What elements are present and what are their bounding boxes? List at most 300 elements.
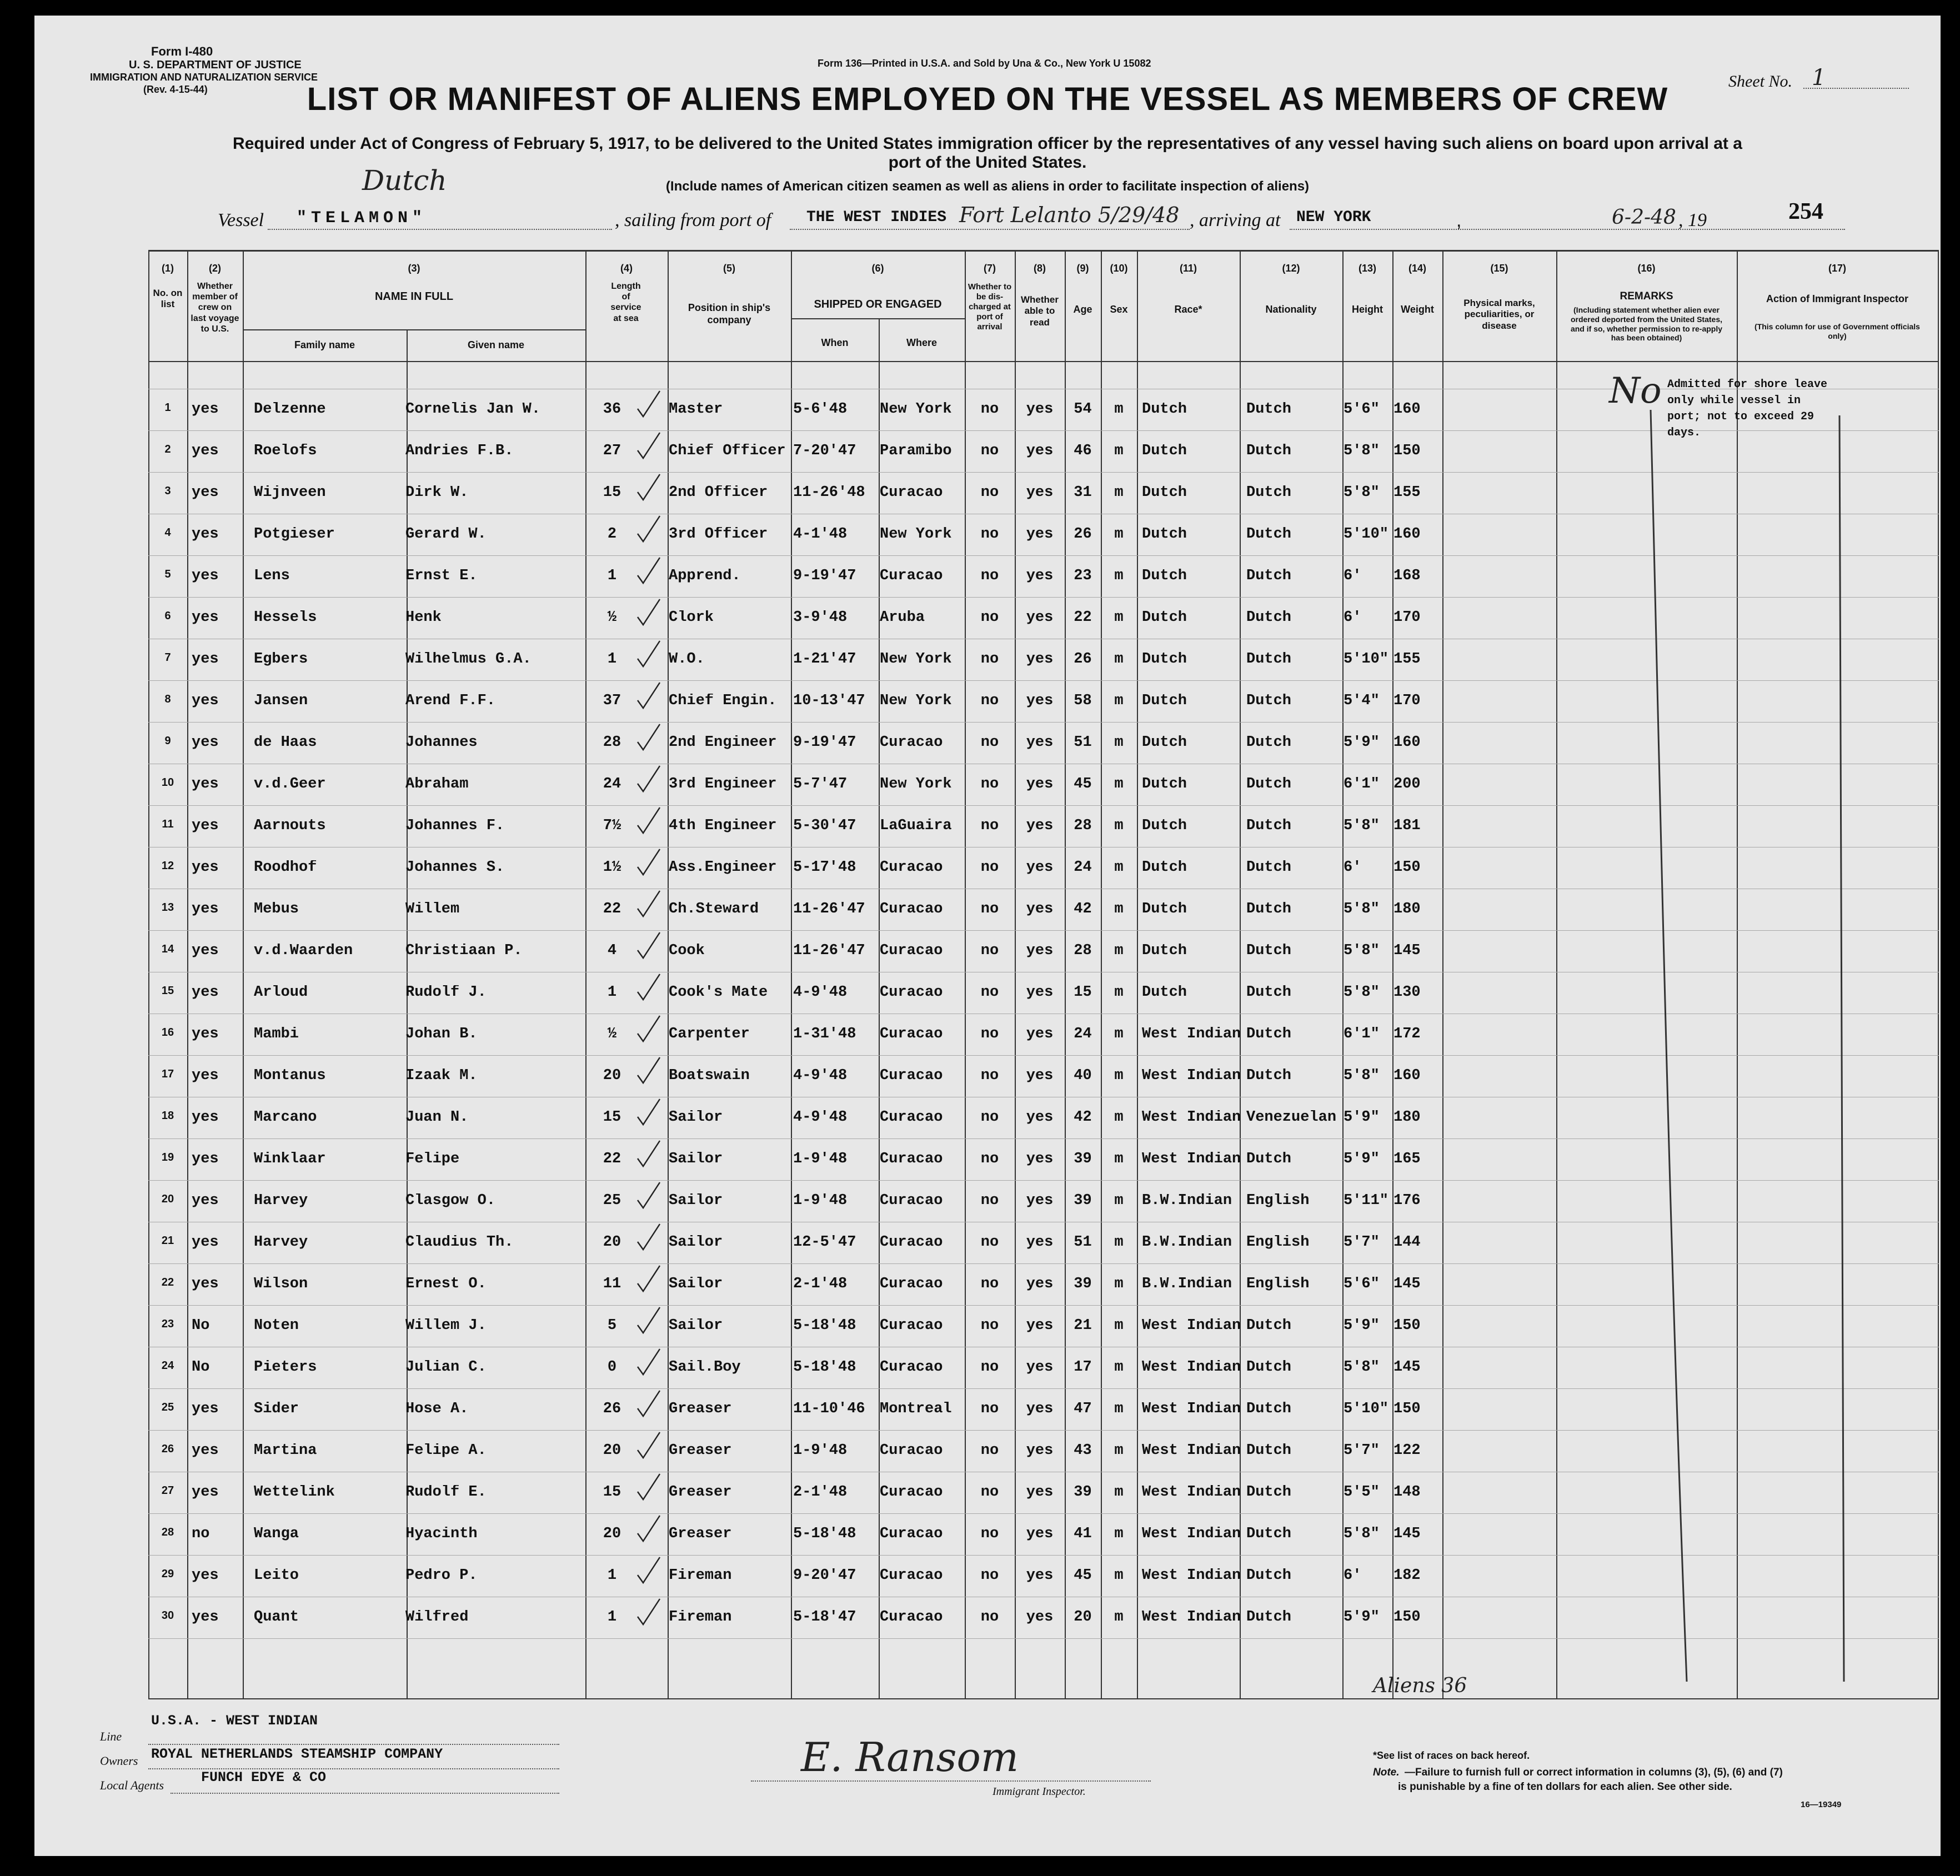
cell-family: de Haas [254,735,317,750]
cell-discharged: no [980,1527,999,1542]
cell-weight: 180 [1393,1110,1421,1125]
cell-sex: m [1114,1152,1124,1167]
cell-given: Felipe [405,1152,460,1167]
cell-service: 20 [603,1527,621,1542]
cell-nationality: English [1246,1277,1310,1292]
cell-discharged: no [980,1235,999,1250]
header-bottom-border [148,361,1939,362]
cell-no: 10 [161,777,174,788]
cell-when: 5-18'48 [793,1360,856,1375]
cell-height: 6' [1344,610,1362,625]
cell-where: Curacao [880,485,943,500]
cell-race: West Indian [1142,1610,1241,1625]
cell-family: Jansen [254,694,308,709]
cell-service: 36 [603,402,621,417]
cell-weight: 165 [1393,1152,1421,1167]
cell-age: 42 [1074,1110,1092,1125]
cell-read: yes [1026,652,1054,667]
cell-no: 1 [164,402,171,413]
cell-where: Curacao [880,944,943,959]
cell-race: West Indian [1142,1069,1241,1084]
cell-position: Greaser [669,1443,732,1458]
cell-nationality: Dutch [1246,985,1292,1000]
line-label: Line [100,1729,122,1743]
cell-weight: 160 [1393,1069,1421,1084]
cell-sex: m [1114,485,1124,500]
cell-given: Wilfred [405,1610,469,1625]
cell-weight: 145 [1393,1360,1421,1375]
cell-height: 6'1" [1344,777,1380,792]
header-race: Race* [1174,304,1202,315]
cell-race: Dutch [1142,860,1187,875]
cell-height: 5'8" [1344,819,1380,834]
cell-weight: 122 [1393,1443,1421,1458]
cell-sex: m [1114,1235,1124,1250]
year-prefix: , 19 [1678,210,1707,230]
cell-discharged: no [980,860,999,875]
cell-position: Greaser [669,1485,732,1500]
cell-family: Wettelink [254,1485,335,1500]
cell-service: 1 [607,1610,617,1625]
cell-sex: m [1114,569,1124,584]
cell-where: New York [880,652,952,667]
cell-no: 12 [161,860,174,871]
col-sep [1442,250,1443,1699]
cell-height: 6' [1344,1568,1362,1583]
check-mark-icon [635,1263,663,1297]
cell-voyage: yes [192,819,219,834]
cell-discharged: no [980,1193,999,1208]
cell-family: Marcano [254,1110,317,1125]
col-sep [585,250,587,1699]
cell-when: 1-21'47 [793,652,856,667]
cell-height: 5'9" [1344,1152,1380,1167]
cell-family: Hessels [254,610,317,625]
cell-when: 9-20'47 [793,1568,856,1583]
check-mark-icon [635,805,663,839]
agents-underline [171,1793,559,1794]
owners-value: ROYAL NETHERLANDS STEAMSHIP COMPANY [151,1746,443,1762]
cell-read: yes [1026,944,1054,959]
cell-race: Dutch [1142,735,1187,750]
cell-age: 26 [1074,652,1092,667]
cell-no: 22 [161,1277,174,1288]
cell-height: 5'8" [1344,944,1380,959]
cell-age: 23 [1074,569,1092,584]
cell-read: yes [1026,1485,1054,1500]
vessel-label: Vessel [218,210,264,230]
cell-sex: m [1114,1069,1124,1084]
cell-discharged: no [980,1402,999,1417]
form-revision: (Rev. 4-15-44) [143,84,208,95]
col-num: (9) [1076,263,1089,274]
form-number: Form I-480 [151,44,213,58]
cell-nationality: Venezuelan [1246,1110,1337,1125]
cell-nationality: Dutch [1246,902,1292,917]
cell-voyage: yes [192,1110,219,1125]
cell-read: yes [1026,777,1054,792]
cell-race: West Indian [1142,1402,1241,1417]
cell-height: 5'8" [1344,985,1380,1000]
subtitle-note: (Include names of American citizen seamen as well as aliens in order to facilitate inspection of aliens) [665,179,1310,194]
cell-height: 5'6" [1344,1277,1380,1292]
header-remarks: REMARKS [1620,290,1673,302]
subtitle-line-2: port of the United States. [888,153,1087,172]
cell-height: 5'10" [1344,652,1389,667]
header-sex: Sex [1110,304,1128,315]
cell-discharged: no [980,735,999,750]
cell-age: 28 [1074,944,1092,959]
cell-given: Andries F.B. [405,444,514,459]
cell-where: Curacao [880,1152,943,1167]
cell-race: Dutch [1142,985,1187,1000]
check-mark-icon [635,1347,663,1380]
cell-where: Aruba [880,610,925,625]
cell-family: Montanus [254,1069,326,1084]
cell-family: v.d.Geer [254,777,326,792]
cell-service: 1½ [603,860,621,875]
cell-age: 22 [1074,610,1092,625]
cell-voyage: yes [192,1235,219,1250]
cell-when: 4-9'48 [793,1069,848,1084]
cell-given: Clasgow O. [405,1193,496,1208]
cell-given: Johannes F. [405,819,505,834]
cell-height: 5'7" [1344,1443,1380,1458]
cell-nationality: Dutch [1246,819,1292,834]
cell-race: Dutch [1142,402,1187,417]
cell-read: yes [1026,569,1054,584]
cell-where: Curacao [880,1443,943,1458]
cell-discharged: no [980,1318,999,1333]
cell-age: 39 [1074,1485,1092,1500]
cell-given: Dirk W. [405,485,469,500]
cell-when: 1-9'48 [793,1152,848,1167]
header-nationality: Nationality [1265,304,1317,315]
cell-nationality: Dutch [1246,777,1292,792]
cell-service: 22 [603,1152,621,1167]
cell-when: 3-9'48 [793,610,848,625]
check-mark-icon [635,555,663,589]
cell-discharged: no [980,1568,999,1583]
cell-voyage: yes [192,860,219,875]
cell-height: 5'9" [1344,1318,1380,1333]
cell-read: yes [1026,819,1054,834]
cell-no: 27 [161,1485,174,1496]
cell-read: yes [1026,1193,1054,1208]
cell-when: 10-13'47 [793,694,865,709]
cell-when: 7-20'47 [793,444,856,459]
cell-race: Dutch [1142,444,1187,459]
cell-discharged: no [980,777,999,792]
cell-when: 2-1'48 [793,1485,848,1500]
cell-position: Carpenter [669,1027,750,1042]
col-sep [1240,250,1241,1699]
cell-given: Henk [405,610,442,625]
cell-where: LaGuaira [880,819,952,834]
cell-when: 1-31'48 [793,1027,856,1042]
cell-age: 39 [1074,1152,1092,1167]
cell-read: yes [1026,694,1054,709]
cell-read: yes [1026,1443,1054,1458]
check-mark-icon [635,1055,663,1089]
cell-race: Dutch [1142,527,1187,542]
cell-nationality: Dutch [1246,1027,1292,1042]
cell-no: 11 [162,819,174,830]
col-num: (12) [1282,263,1300,274]
cell-given: Claudius Th. [405,1235,514,1250]
cell-position: Fireman [669,1610,732,1625]
cell-discharged: no [980,402,999,417]
cell-where: Curacao [880,1193,943,1208]
cell-weight: 182 [1393,1568,1421,1583]
cell-no: 25 [161,1402,174,1413]
cell-voyage: yes [192,1069,219,1084]
cell-voyage: yes [192,610,219,625]
cell-family: Leito [254,1568,299,1583]
cell-when: 12-5'47 [793,1235,856,1250]
cell-position: 4th Engineer [669,819,777,834]
cell-no: 16 [161,1027,174,1038]
remarks-ditto-lines [1634,404,1878,1693]
cell-position: 2nd Officer [669,485,768,500]
cell-family: Noten [254,1318,299,1333]
cell-sex: m [1114,1568,1124,1583]
table-right-border [1938,250,1939,1699]
cell-family: Wanga [254,1527,299,1542]
cell-age: 47 [1074,1402,1092,1417]
cell-voyage: yes [192,652,219,667]
header-family-name: Family name [294,339,355,350]
check-mark-icon [635,1014,663,1047]
col-num: (6) [871,263,884,274]
cell-position: Sailor [669,1277,723,1292]
cell-read: yes [1026,902,1054,917]
vessel-line [268,229,612,230]
cell-nationality: Dutch [1246,569,1292,584]
cell-where: Curacao [880,1568,943,1583]
cell-nationality: Dutch [1246,444,1292,459]
cell-age: 51 [1074,1235,1092,1250]
cell-weight: 150 [1393,860,1421,875]
cell-weight: 170 [1393,610,1421,625]
cell-when: 5-18'48 [793,1318,856,1333]
cell-discharged: no [980,985,999,1000]
cell-race: West Indian [1142,1568,1241,1583]
cell-position: Ch.Steward [669,902,759,917]
cell-given: Rudolf E. [405,1485,487,1500]
header-age: Age [1073,304,1092,315]
cell-read: yes [1026,735,1054,750]
cell-height: 5'9" [1344,1610,1380,1625]
check-mark-icon [635,597,663,630]
cell-voyage: yes [192,735,219,750]
arrival-date: 6-2-48 [1612,206,1676,229]
cell-given: Julian C. [405,1360,487,1375]
cell-height: 6' [1344,569,1362,584]
cell-position: Sailor [669,1110,723,1125]
cell-race: Dutch [1142,944,1187,959]
owners-label: Owners [100,1754,138,1768]
col-num: (2) [209,263,221,274]
cell-age: 42 [1074,902,1092,917]
cell-voyage: No [192,1360,210,1375]
cell-family: v.d.Waarden [254,944,353,959]
cell-age: 39 [1074,1193,1092,1208]
sailing-port: THE WEST INDIES [806,209,947,226]
cell-height: 5'8" [1344,485,1380,500]
cell-read: yes [1026,1235,1054,1250]
cell-position: Fireman [669,1568,732,1583]
cell-race: B.W.Indian [1142,1235,1232,1250]
cell-weight: 150 [1393,1402,1421,1417]
cell-height: 5'8" [1344,1527,1380,1542]
vessel-name: "TELAMON" [297,209,427,228]
cell-voyage: yes [192,485,219,500]
cell-race: West Indian [1142,1527,1241,1542]
cell-where: Curacao [880,1527,943,1542]
cell-no: 2 [164,444,171,455]
col-sep [1137,250,1138,1699]
header-last-voyage: Whether member of crew on last voyage to U.S. [191,282,239,334]
cell-discharged: no [980,1443,999,1458]
col-num: (7) [984,263,996,274]
cell-discharged: no [980,444,999,459]
cell-no: 30 [161,1610,174,1621]
cell-service: 15 [603,1110,621,1125]
cell-no: 4 [164,527,171,538]
cell-read: yes [1026,1277,1054,1292]
cell-position: Sail.Boy [669,1360,741,1375]
cell-where: Curacao [880,1485,943,1500]
cell-no: 28 [161,1527,174,1538]
cell-no: 24 [161,1360,174,1371]
check-mark-icon [635,889,663,922]
cell-when: 11-26'48 [793,485,865,500]
line-underline [148,1744,559,1745]
cell-age: 45 [1074,1568,1092,1583]
cell-when: 11-26'47 [793,944,865,959]
cell-nationality: Dutch [1246,1152,1292,1167]
cell-sex: m [1114,1485,1124,1500]
cell-family: Delzenne [254,402,326,417]
cell-age: 15 [1074,985,1092,1000]
cell-when: 11-10'46 [793,1402,865,1417]
cell-when: 4-1'48 [793,527,848,542]
cell-no: 6 [164,610,171,621]
cell-given: Hose A. [405,1402,469,1417]
cell-read: yes [1026,610,1054,625]
col-sep [1342,250,1344,1699]
cell-family: Harvey [254,1235,308,1250]
header-given-name: Given name [467,339,525,350]
cell-weight: 160 [1393,527,1421,542]
note-label: Note. [1373,1767,1400,1778]
col-sep [243,250,244,1699]
cell-service: 1 [607,1568,617,1583]
check-mark-icon [635,764,663,797]
cell-service: 7½ [603,819,621,834]
cell-weight: 150 [1393,1318,1421,1333]
cell-sex: m [1114,1277,1124,1292]
cell-given: Pedro P. [405,1568,478,1583]
line-value: U.S.A. - WEST INDIAN [151,1713,318,1729]
vessel-annotation: Dutch [362,164,447,197]
cell-given: Hyacinth [405,1527,478,1542]
col-sep [1065,250,1066,1699]
cell-age: 41 [1074,1527,1092,1542]
check-mark-icon [635,1430,663,1463]
cell-where: Curacao [880,735,943,750]
cell-weight: 150 [1393,1610,1421,1625]
cell-given: Arend F.F. [405,694,496,709]
cell-height: 5'11" [1344,1193,1389,1208]
cell-no: 5 [164,569,171,580]
cell-nationality: Dutch [1246,694,1292,709]
cell-nationality: Dutch [1246,735,1292,750]
table-bottom-border [148,1698,1939,1699]
col-sep [1101,250,1102,1699]
cell-height: 5'9" [1344,1110,1380,1125]
cell-read: yes [1026,1527,1054,1542]
cell-sex: m [1114,444,1124,459]
cell-discharged: no [980,819,999,834]
cell-given: Juan N. [405,1110,469,1125]
cell-race: West Indian [1142,1318,1241,1333]
inspector-underline [751,1780,1151,1782]
cell-where: Curacao [880,985,943,1000]
cell-discharged: no [980,694,999,709]
cell-service: 37 [603,694,621,709]
cell-nationality: English [1246,1235,1310,1250]
cell-weight: 155 [1393,485,1421,500]
col-num: (14) [1408,263,1426,274]
col-num: (10) [1110,263,1128,274]
cell-nationality: Dutch [1246,527,1292,542]
cell-discharged: no [980,1069,999,1084]
cell-sex: m [1114,985,1124,1000]
cell-when: 4-9'48 [793,985,848,1000]
department-name: U. S. DEPARTMENT OF JUSTICE [129,59,302,71]
header-where: Where [906,337,937,348]
stamp-number: 254 [1788,199,1823,224]
cell-age: 46 [1074,444,1092,459]
cell-age: 24 [1074,1027,1092,1042]
col-num: (15) [1490,263,1508,274]
cell-position: Master [669,402,723,417]
cell-family: Sider [254,1402,299,1417]
cell-weight: 130 [1393,985,1421,1000]
cell-voyage: yes [192,1443,219,1458]
cell-sex: m [1114,1027,1124,1042]
cell-service: 5 [607,1318,617,1333]
arriving-line [1290,229,1845,230]
sailing-line [790,229,1190,230]
cell-when: 4-9'48 [793,1110,848,1125]
cell-position: Greaser [669,1527,732,1542]
cell-given: Ernest O. [405,1277,487,1292]
printer-note: Form 136—Printed in U.S.A. and Sold by Una & Co., New York U 15082 [818,58,1151,69]
cell-discharged: no [980,1152,999,1167]
cell-no: 23 [161,1318,174,1330]
cell-given: Christiaan P. [405,944,523,959]
cell-family: Lens [254,569,290,584]
cell-nationality: Dutch [1246,1443,1292,1458]
form-title: LIST OR MANIFEST OF ALIENS EMPLOYED ON THE VESSEL AS MEMBERS OF CREW [307,81,1668,117]
cell-sex: m [1114,902,1124,917]
cell-given: Willem J. [405,1318,487,1333]
cell-no: 9 [164,735,171,746]
cell-position: Cook's Mate [669,985,768,1000]
